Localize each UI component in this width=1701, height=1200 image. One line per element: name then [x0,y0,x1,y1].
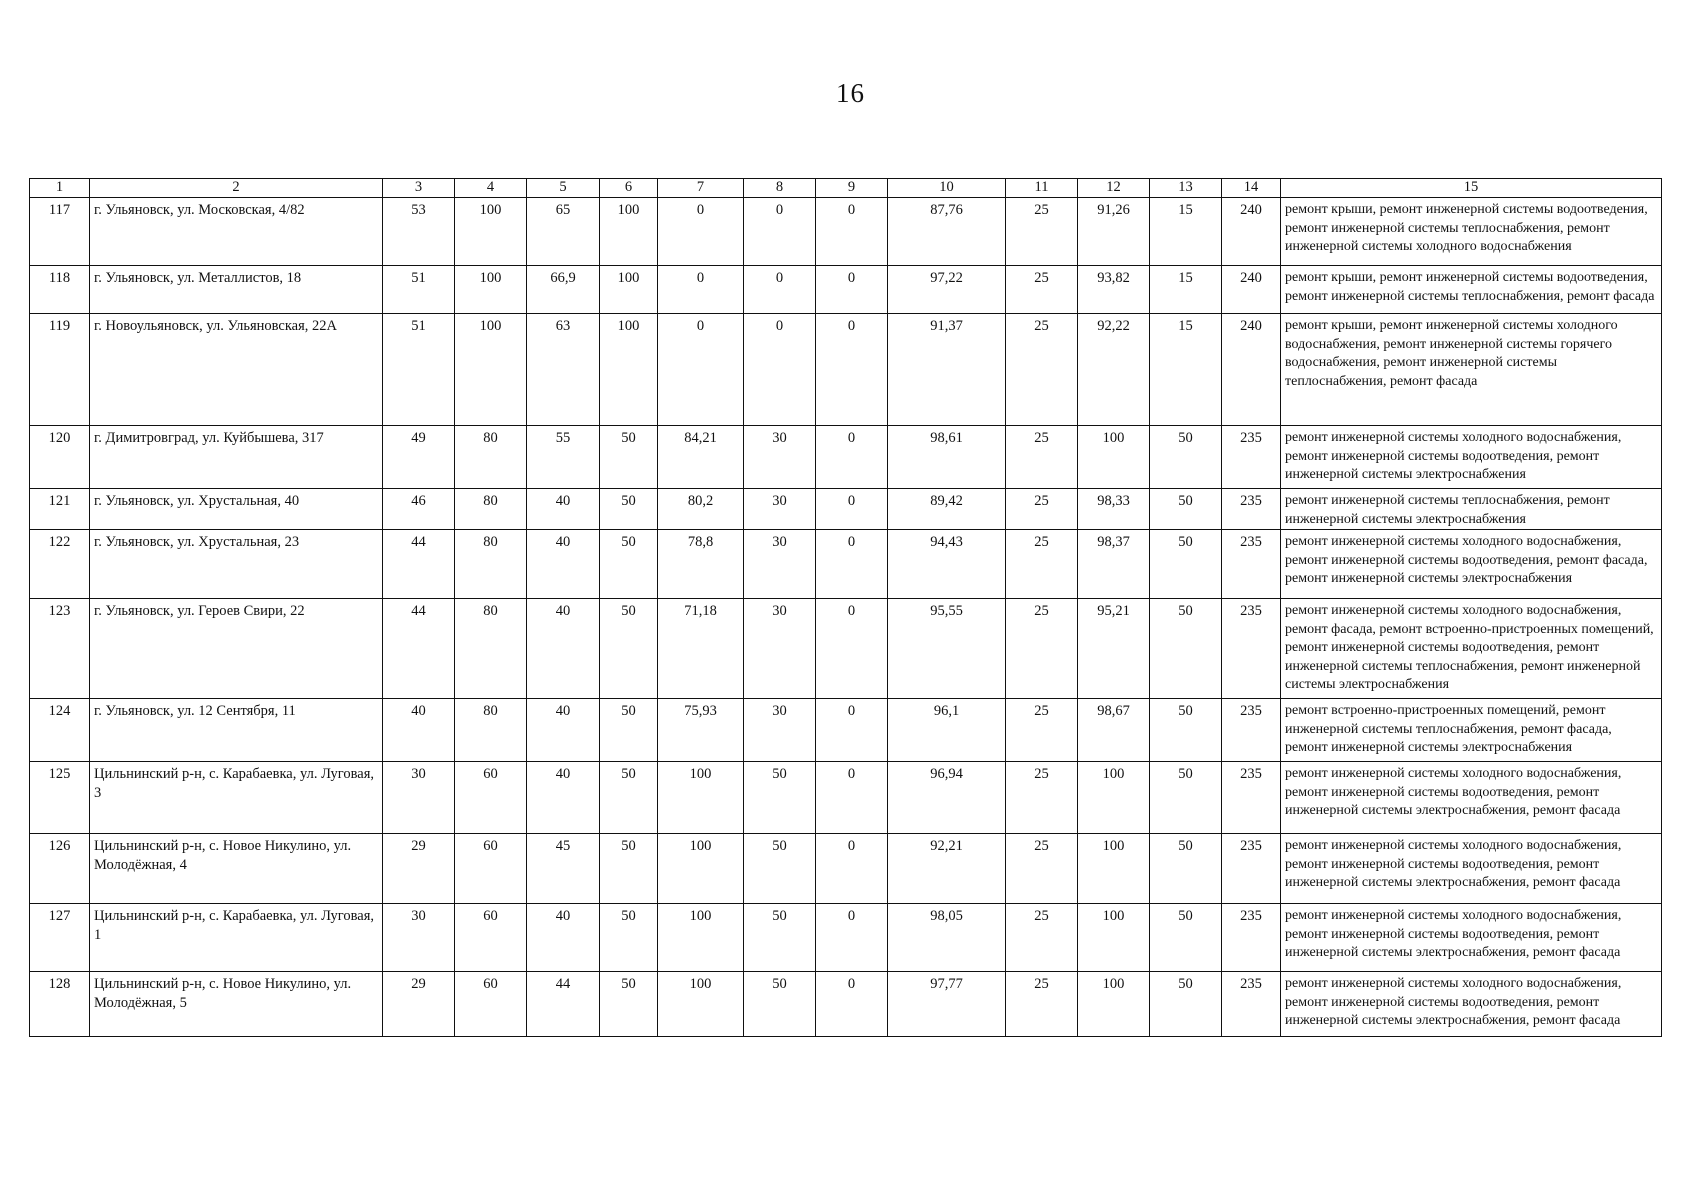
value-cell-col-3: 51 [383,266,455,314]
table-header-row [30,179,1662,198]
table-row [30,972,1662,1037]
value-cell-col-12: 93,82 [1078,266,1150,314]
value-cell-col-14: 235 [1222,530,1281,599]
value-cell-col-7: 84,21 [658,426,744,489]
value-cell-col-14: 235 [1222,489,1281,530]
value-cell-col-10: 94,43 [888,530,1006,599]
value-cell-col-4: 60 [455,972,527,1037]
value-cell-col-5: 40 [527,904,600,972]
value-cell-col-10: 95,55 [888,599,1006,699]
value-cell-col-14: 240 [1222,198,1281,266]
value-cell-col-11: 25 [1006,530,1078,599]
value-cell-col-7: 75,93 [658,699,744,762]
value-cell-col-14: 235 [1222,599,1281,699]
value-cell-col-10: 98,05 [888,904,1006,972]
table-row [30,530,1662,599]
value-cell-col-13: 50 [1150,426,1222,489]
value-cell-col-8: 0 [744,266,816,314]
value-cell-col-3: 29 [383,834,455,904]
value-cell-col-6: 100 [600,314,658,426]
value-cell-col-3: 30 [383,762,455,834]
value-cell-col-9: 0 [816,904,888,972]
column-number-15: 15 [1281,179,1662,198]
value-cell-col-5: 45 [527,834,600,904]
value-cell-col-7: 0 [658,266,744,314]
value-cell-col-3: 51 [383,314,455,426]
value-cell-col-4: 100 [455,314,527,426]
value-cell-col-3: 44 [383,599,455,699]
address-cell: г. Димитровград, ул. Куйбышева, 317 [90,426,383,489]
row-number: 122 [30,530,90,599]
repair-works-cell: ремонт инженерной системы холодного водоснабжения, ремонт инженерной системы водоотведения, ремонт инженерной системы электроснабжения, ремонт фасада [1281,762,1662,834]
value-cell-col-7: 78,8 [658,530,744,599]
row-number: 120 [30,426,90,489]
value-cell-col-12: 100 [1078,904,1150,972]
value-cell-col-13: 50 [1150,834,1222,904]
address-cell: г. Ульяновск, ул. Хрустальная, 40 [90,489,383,530]
value-cell-col-13: 50 [1150,904,1222,972]
value-cell-col-4: 80 [455,489,527,530]
address-cell: Цильнинский р-н, с. Карабаевка, ул. Луговая, 3 [90,762,383,834]
value-cell-col-11: 25 [1006,904,1078,972]
value-cell-col-6: 100 [600,198,658,266]
value-cell-col-10: 96,1 [888,699,1006,762]
address-cell: Цильнинский р-н, с. Новое Никулино, ул. Молодёжная, 4 [90,834,383,904]
table-row [30,699,1662,762]
value-cell-col-4: 60 [455,904,527,972]
value-cell-col-14: 240 [1222,314,1281,426]
column-number-7: 7 [658,179,744,198]
data-table [29,178,1662,1037]
value-cell-col-13: 15 [1150,198,1222,266]
repair-works-cell: ремонт крыши, ремонт инженерной системы водоотведения, ремонт инженерной системы теплоснабжения, ремонт инженерной системы холодного водоснабжения [1281,198,1662,266]
value-cell-col-3: 29 [383,972,455,1037]
repair-works-cell: ремонт инженерной системы холодного водоснабжения, ремонт инженерной системы водоотведения, ремонт фасада, ремонт инженерной системы электроснабжения [1281,530,1662,599]
value-cell-col-3: 46 [383,489,455,530]
value-cell-col-10: 98,61 [888,426,1006,489]
value-cell-col-14: 235 [1222,904,1281,972]
value-cell-col-6: 50 [600,426,658,489]
value-cell-col-5: 44 [527,972,600,1037]
row-number: 128 [30,972,90,1037]
table-row [30,266,1662,314]
value-cell-col-12: 100 [1078,426,1150,489]
value-cell-col-9: 0 [816,834,888,904]
value-cell-col-13: 15 [1150,266,1222,314]
value-cell-col-8: 0 [744,198,816,266]
value-cell-col-5: 40 [527,489,600,530]
value-cell-col-6: 50 [600,530,658,599]
value-cell-col-4: 100 [455,198,527,266]
repair-works-cell: ремонт инженерной системы теплоснабжения, ремонт инженерной системы электроснабжения [1281,489,1662,530]
value-cell-col-7: 71,18 [658,599,744,699]
table-row [30,762,1662,834]
column-number-10: 10 [888,179,1006,198]
value-cell-col-8: 30 [744,426,816,489]
value-cell-col-9: 0 [816,530,888,599]
table-row [30,426,1662,489]
column-number-1: 1 [30,179,90,198]
table-row [30,489,1662,530]
column-number-3: 3 [383,179,455,198]
value-cell-col-10: 91,37 [888,314,1006,426]
row-number: 127 [30,904,90,972]
value-cell-col-11: 25 [1006,834,1078,904]
value-cell-col-7: 0 [658,198,744,266]
address-cell: Цильнинский р-н, с. Карабаевка, ул. Луговая, 1 [90,904,383,972]
row-number: 125 [30,762,90,834]
value-cell-col-11: 25 [1006,972,1078,1037]
value-cell-col-4: 60 [455,762,527,834]
address-cell: г. Ульяновск, ул. 12 Сентября, 11 [90,699,383,762]
value-cell-col-13: 50 [1150,972,1222,1037]
column-number-12: 12 [1078,179,1150,198]
value-cell-col-12: 98,37 [1078,530,1150,599]
row-number: 117 [30,198,90,266]
address-cell: г. Новоульяновск, ул. Ульяновская, 22А [90,314,383,426]
value-cell-col-8: 30 [744,699,816,762]
value-cell-col-5: 63 [527,314,600,426]
repair-works-cell: ремонт инженерной системы холодного водоснабжения, ремонт инженерной системы водоотведения, ремонт инженерной системы электроснабжения, ремонт фасада [1281,972,1662,1037]
repair-works-cell: ремонт крыши, ремонт инженерной системы холодного водоснабжения, ремонт инженерной системы горячего водоснабжения, ремонт инженерной системы теплоснабжения, ремонт фасада [1281,314,1662,426]
value-cell-col-6: 50 [600,489,658,530]
page-number: 16 [836,78,865,108]
column-number-13: 13 [1150,179,1222,198]
value-cell-col-13: 50 [1150,599,1222,699]
column-number-9: 9 [816,179,888,198]
value-cell-col-12: 98,67 [1078,699,1150,762]
column-number-8: 8 [744,179,816,198]
address-cell: Цильнинский р-н, с. Новое Никулино, ул. Молодёжная, 5 [90,972,383,1037]
address-cell: г. Ульяновск, ул. Героев Свири, 22 [90,599,383,699]
column-number-2: 2 [90,179,383,198]
value-cell-col-8: 50 [744,762,816,834]
value-cell-col-7: 80,2 [658,489,744,530]
row-number: 121 [30,489,90,530]
value-cell-col-12: 100 [1078,762,1150,834]
repair-works-cell: ремонт встроенно-пристроенных помещений, ремонт инженерной системы теплоснабжения, ремонт фасада, ремонт инженерной системы электроснабжения [1281,699,1662,762]
value-cell-col-14: 235 [1222,426,1281,489]
value-cell-col-13: 50 [1150,530,1222,599]
value-cell-col-4: 100 [455,266,527,314]
value-cell-col-11: 25 [1006,266,1078,314]
value-cell-col-9: 0 [816,972,888,1037]
value-cell-col-4: 80 [455,426,527,489]
value-cell-col-8: 50 [744,834,816,904]
value-cell-col-3: 49 [383,426,455,489]
value-cell-col-12: 100 [1078,972,1150,1037]
value-cell-col-13: 15 [1150,314,1222,426]
value-cell-col-14: 235 [1222,699,1281,762]
value-cell-col-12: 95,21 [1078,599,1150,699]
value-cell-col-14: 235 [1222,834,1281,904]
value-cell-col-8: 30 [744,599,816,699]
value-cell-col-11: 25 [1006,599,1078,699]
row-number: 126 [30,834,90,904]
value-cell-col-7: 100 [658,834,744,904]
value-cell-col-8: 50 [744,972,816,1037]
row-number: 123 [30,599,90,699]
value-cell-col-14: 240 [1222,266,1281,314]
repair-works-cell: ремонт инженерной системы холодного водоснабжения, ремонт инженерной системы водоотведения, ремонт инженерной системы электроснабжения, ремонт фасада [1281,904,1662,972]
value-cell-col-5: 40 [527,530,600,599]
value-cell-col-7: 100 [658,762,744,834]
row-number: 119 [30,314,90,426]
value-cell-col-11: 25 [1006,426,1078,489]
value-cell-col-5: 40 [527,699,600,762]
value-cell-col-3: 53 [383,198,455,266]
value-cell-col-12: 98,33 [1078,489,1150,530]
value-cell-col-10: 92,21 [888,834,1006,904]
value-cell-col-9: 0 [816,426,888,489]
value-cell-col-5: 65 [527,198,600,266]
value-cell-col-10: 97,22 [888,266,1006,314]
value-cell-col-4: 80 [455,699,527,762]
repair-works-cell: ремонт крыши, ремонт инженерной системы водоотведения, ремонт инженерной системы теплоснабжения, ремонт фасада [1281,266,1662,314]
table-row [30,834,1662,904]
value-cell-col-5: 55 [527,426,600,489]
value-cell-col-14: 235 [1222,972,1281,1037]
value-cell-col-3: 44 [383,530,455,599]
address-cell: г. Ульяновск, ул. Хрустальная, 23 [90,530,383,599]
address-cell: г. Ульяновск, ул. Московская, 4/82 [90,198,383,266]
column-number-14: 14 [1222,179,1281,198]
column-number-11: 11 [1006,179,1078,198]
value-cell-col-6: 50 [600,904,658,972]
value-cell-col-9: 0 [816,762,888,834]
value-cell-col-6: 50 [600,599,658,699]
value-cell-col-14: 235 [1222,762,1281,834]
value-cell-col-9: 0 [816,314,888,426]
value-cell-col-4: 80 [455,530,527,599]
value-cell-col-12: 91,26 [1078,198,1150,266]
value-cell-col-9: 0 [816,266,888,314]
repair-works-cell: ремонт инженерной системы холодного водоснабжения, ремонт инженерной системы водоотведения, ремонт инженерной системы электроснабжения, ремонт фасада [1281,834,1662,904]
table-row [30,904,1662,972]
table-row [30,314,1662,426]
address-cell: г. Ульяновск, ул. Металлистов, 18 [90,266,383,314]
value-cell-col-9: 0 [816,489,888,530]
value-cell-col-11: 25 [1006,762,1078,834]
value-cell-col-11: 25 [1006,198,1078,266]
value-cell-col-7: 0 [658,314,744,426]
value-cell-col-10: 97,77 [888,972,1006,1037]
value-cell-col-13: 50 [1150,762,1222,834]
value-cell-col-11: 25 [1006,699,1078,762]
value-cell-col-10: 96,94 [888,762,1006,834]
column-number-5: 5 [527,179,600,198]
value-cell-col-5: 66,9 [527,266,600,314]
value-cell-col-6: 50 [600,699,658,762]
value-cell-col-10: 89,42 [888,489,1006,530]
value-cell-col-9: 0 [816,599,888,699]
value-cell-col-6: 50 [600,972,658,1037]
column-number-6: 6 [600,179,658,198]
table-row [30,599,1662,699]
value-cell-col-6: 50 [600,762,658,834]
value-cell-col-6: 50 [600,834,658,904]
column-number-4: 4 [455,179,527,198]
value-cell-col-8: 50 [744,904,816,972]
value-cell-col-9: 0 [816,198,888,266]
repair-works-cell: ремонт инженерной системы холодного водоснабжения, ремонт инженерной системы водоотведения, ремонт инженерной системы электроснабжения [1281,426,1662,489]
value-cell-col-8: 30 [744,530,816,599]
value-cell-col-7: 100 [658,904,744,972]
value-cell-col-12: 92,22 [1078,314,1150,426]
row-number: 118 [30,266,90,314]
value-cell-col-11: 25 [1006,314,1078,426]
value-cell-col-13: 50 [1150,699,1222,762]
value-cell-col-3: 40 [383,699,455,762]
value-cell-col-8: 0 [744,314,816,426]
value-cell-col-8: 30 [744,489,816,530]
value-cell-col-4: 60 [455,834,527,904]
value-cell-col-7: 100 [658,972,744,1037]
value-cell-col-9: 0 [816,699,888,762]
value-cell-col-6: 100 [600,266,658,314]
value-cell-col-3: 30 [383,904,455,972]
value-cell-col-5: 40 [527,762,600,834]
value-cell-col-12: 100 [1078,834,1150,904]
repair-works-cell: ремонт инженерной системы холодного водоснабжения, ремонт фасада, ремонт встроенно-пристроенных помещений, ремонт инженерной системы водоотведения, ремонт инженерной системы теплоснабжения, ремонт инженерной системы электроснабжения [1281,599,1662,699]
value-cell-col-13: 50 [1150,489,1222,530]
table-row [30,198,1662,266]
value-cell-col-10: 87,76 [888,198,1006,266]
value-cell-col-5: 40 [527,599,600,699]
value-cell-col-4: 80 [455,599,527,699]
value-cell-col-11: 25 [1006,489,1078,530]
row-number: 124 [30,699,90,762]
